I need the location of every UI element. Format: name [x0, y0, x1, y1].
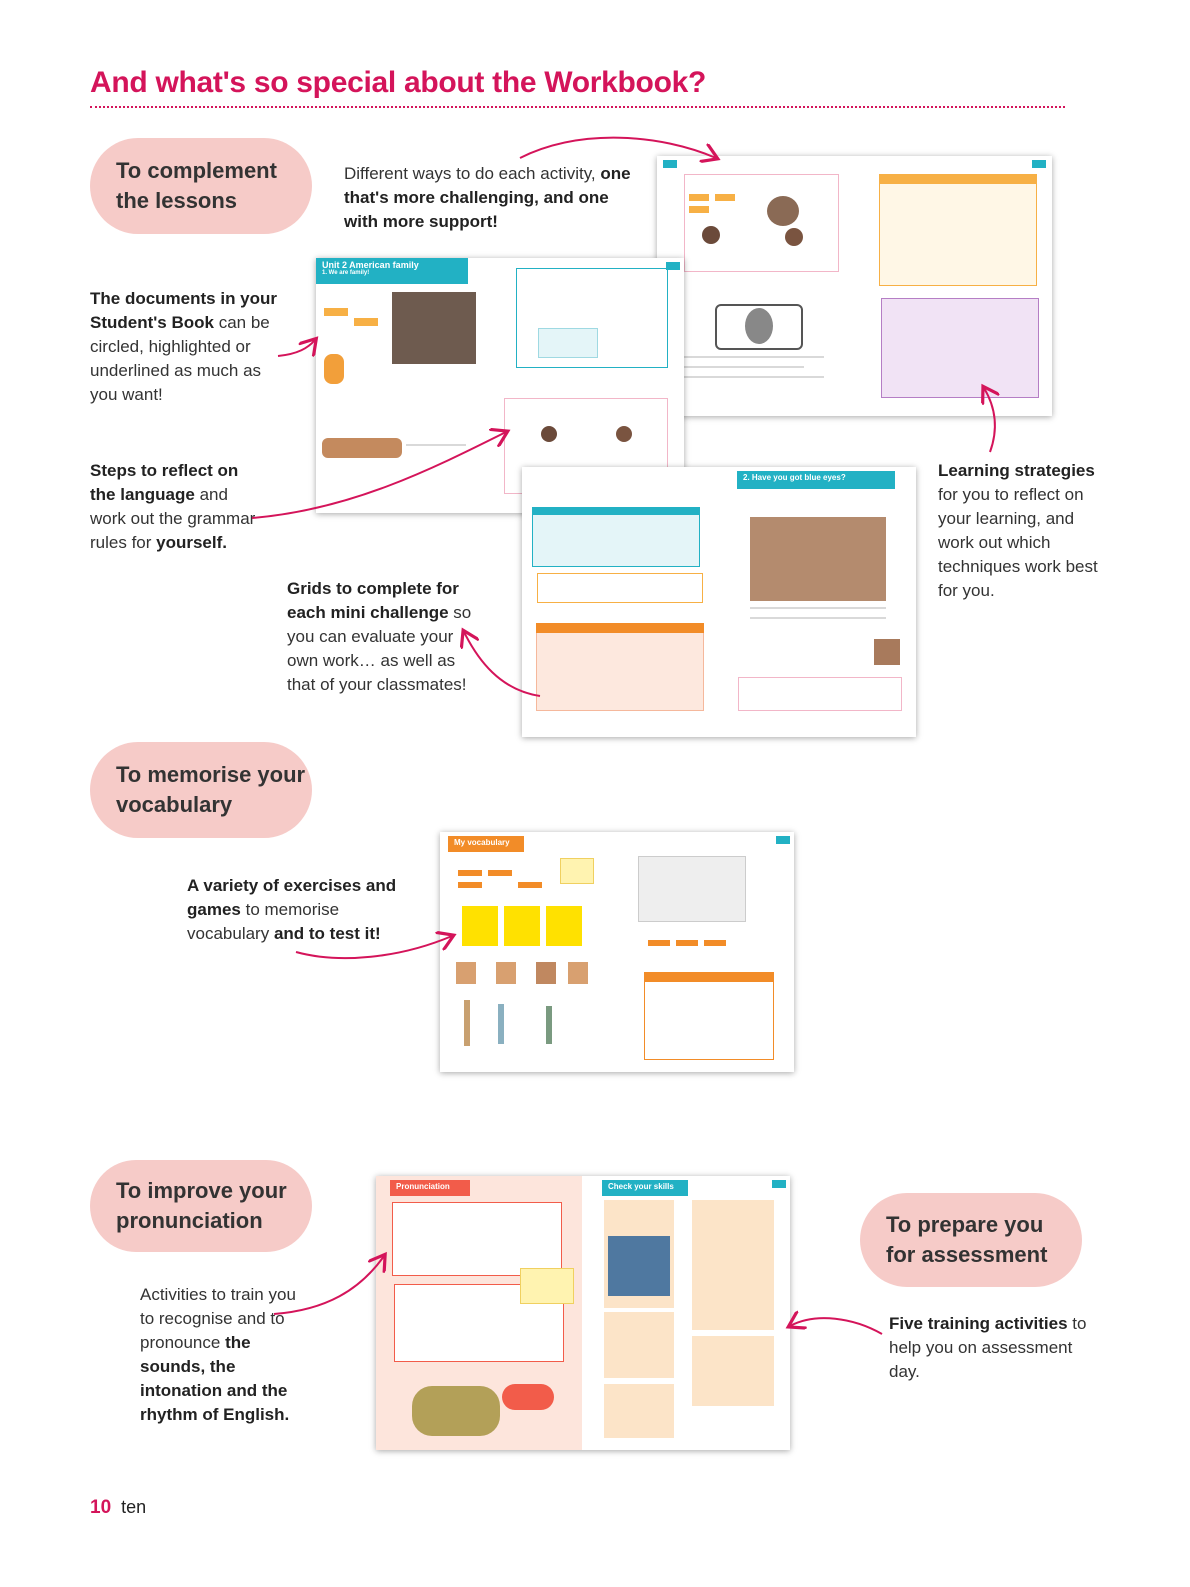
note-grids: Grids to complete for each mini challenge so you can evaluate your own work… as well as that of your classmates!: [287, 579, 472, 694]
note-documents: The documents in your Student's Book can be circled, highlighted or underlined as much as you want!: [90, 289, 278, 404]
thumbnail-title: Unit 2 American family: [322, 260, 419, 270]
note-strategies: Learning strategies for you to reflect on your learning, and work out which techniques work best for you.: [938, 461, 1098, 600]
note-ways: Different ways to do each activity, one that's more challenging, and one with more support!: [344, 164, 631, 231]
page-number-word: ten: [121, 1497, 147, 1517]
section-label: To complement: [116, 158, 277, 183]
pronunciation-spread-thumbnail: [376, 1176, 790, 1450]
section-label: pronunciation: [116, 1208, 263, 1233]
thumbnail-title: Check your skills: [602, 1180, 688, 1196]
arrow-icon: [790, 1318, 882, 1334]
section-label: To memorise your: [116, 762, 306, 787]
section-label: vocabulary: [116, 792, 233, 817]
note-variety: A variety of exercises and games to memorise vocabulary and to test it!: [187, 876, 397, 943]
section-label: for assessment: [886, 1242, 1048, 1267]
page-number: 10: [90, 1497, 112, 1518]
page-title: And what's so special about the Workbook?: [90, 66, 707, 99]
arrow-icon: [520, 138, 716, 158]
thumbnail-title: Pronunciation: [390, 1180, 470, 1196]
section-label: To improve your: [116, 1178, 287, 1203]
note-activities: Activities to train you to recognise and to pronounce the sounds, the intonation and the rhythm of English.: [140, 1285, 296, 1424]
section-label: the lessons: [116, 188, 238, 213]
workbook-spread-thumbnail: [657, 156, 1052, 416]
vocabulary-spread-thumbnail: [440, 832, 794, 1072]
thumbnail-title: My vocabulary: [448, 836, 524, 852]
blue-eyes-spread-thumbnail: [522, 467, 916, 737]
section-complement: [90, 138, 312, 234]
title-divider: [90, 106, 1065, 108]
section-pronunciation: [90, 1160, 312, 1252]
section-assessment: [860, 1193, 1082, 1287]
thumbnail-title: 2. Have you got blue eyes?: [737, 471, 895, 489]
section-memorise: [90, 742, 312, 838]
section-label: To prepare you: [886, 1212, 1044, 1237]
page-footer: [90, 1497, 146, 1519]
note-steps: Steps to reflect on the language and work out the grammar rules for yourself.: [90, 461, 256, 552]
thumbnail-subtitle: 1. We are family!: [322, 270, 370, 276]
note-training: Five training activities to help you on assessment day.: [889, 1314, 1087, 1381]
